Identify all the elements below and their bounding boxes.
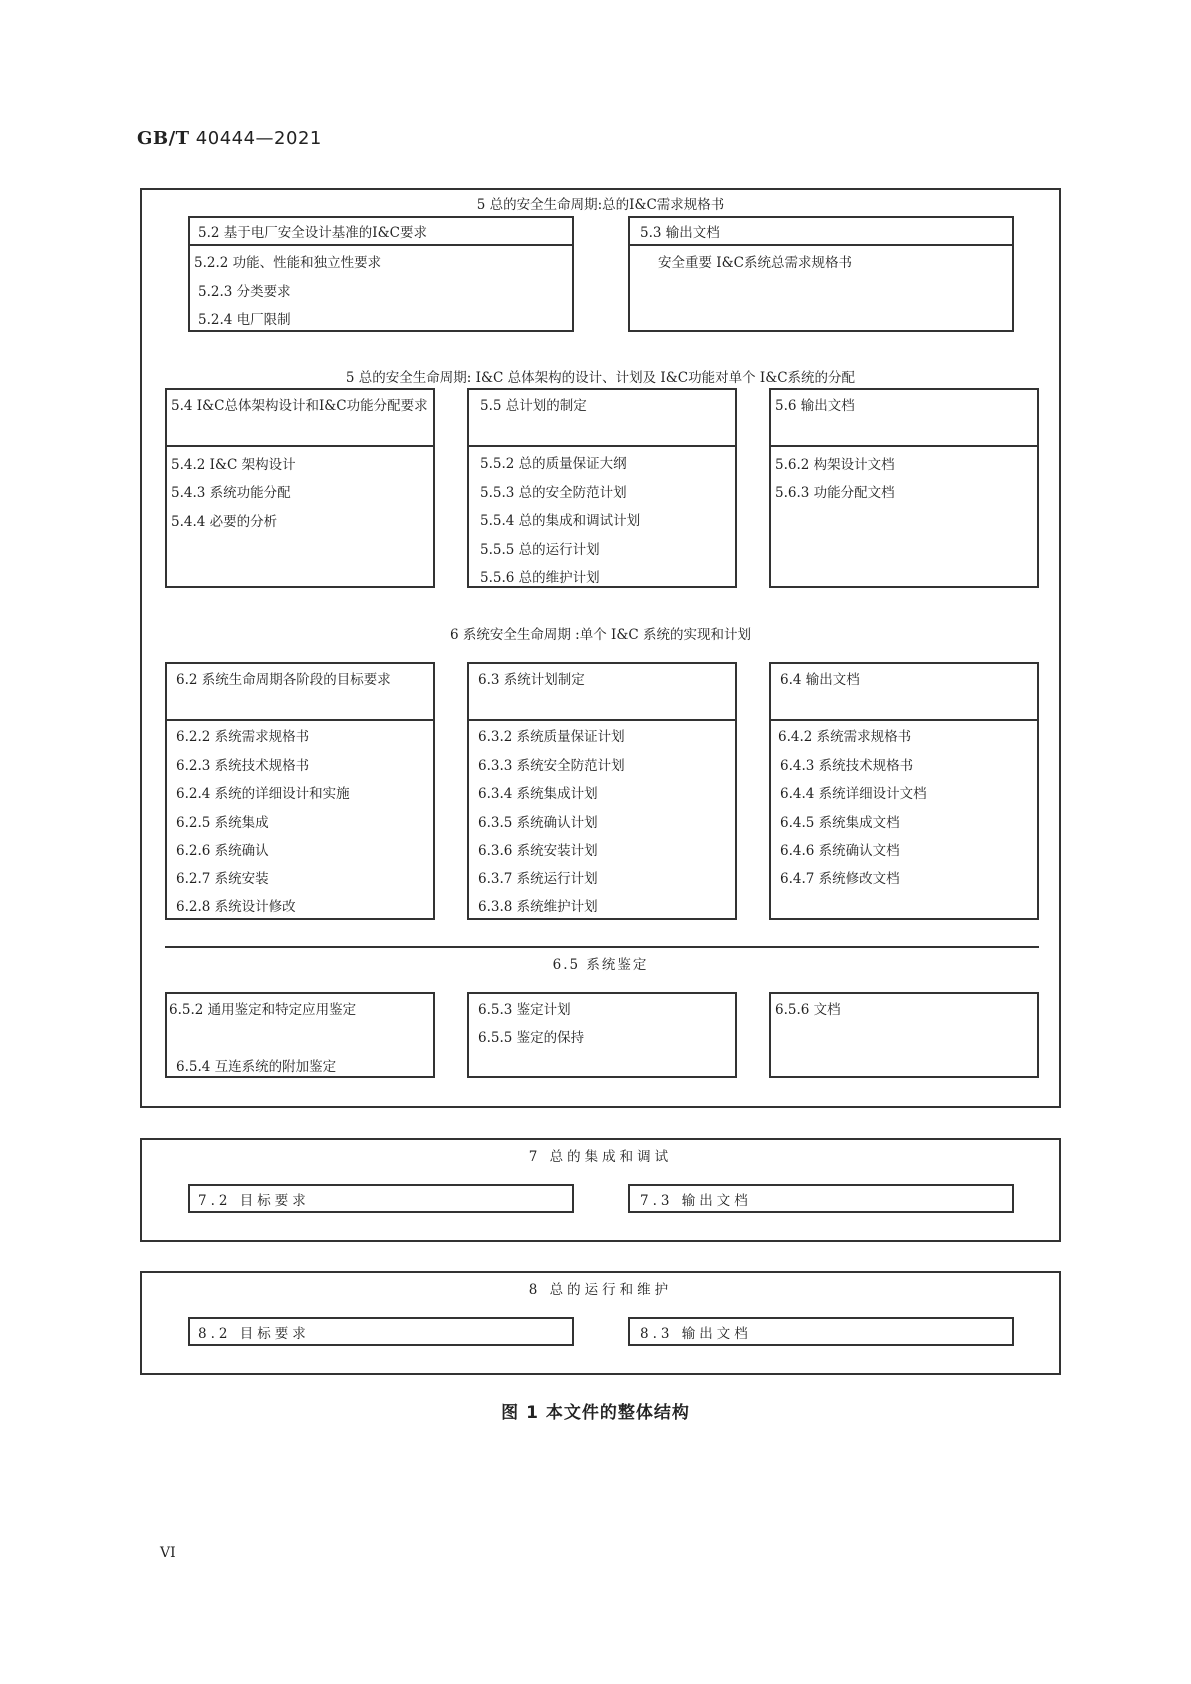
sec5b-box2-item: 5.5.2 总的质量保证大纲 <box>480 456 627 472</box>
sec7-title: 7 总的集成和调试 <box>528 1149 673 1165</box>
sec6-box2-item: 6.3.2 系统质量保证计划 <box>478 729 625 745</box>
sec65-divider <box>165 946 1039 948</box>
sec6-box2-item: 6.3.6 系统安装计划 <box>478 843 598 859</box>
sec7-box1-label: 7.2 目标要求 <box>198 1193 310 1209</box>
sec65-box2-item: 6.5.5 鉴定的保持 <box>478 1030 585 1046</box>
sec5b-box2-item: 5.5.4 总的集成和调试计划 <box>480 513 641 529</box>
sec8-box2-label: 8.3 输出文档 <box>640 1326 752 1342</box>
sec6-box1-item: 6.2.8 系统设计修改 <box>176 899 296 915</box>
sec5b-box1-head: 5.4 I&C总体架构设计和I&C功能分配要求 <box>171 398 428 414</box>
sec6-box2-item: 6.3.8 系统维护计划 <box>478 899 598 915</box>
sec7-short-line <box>155 1240 405 1241</box>
sec6-box1-item: 6.2.7 系统安装 <box>176 871 269 887</box>
sec5a-box1-item: 5.2.4 电厂限制 <box>198 312 291 328</box>
sec5b-box2-item: 5.5.5 总的运行计划 <box>480 542 600 558</box>
sec6-box2-item: 6.3.4 系统集成计划 <box>478 786 598 802</box>
sec5a-box2-head: 5.3 输出文档 <box>640 225 720 241</box>
sec6-box1-head: 6.2 系统生命周期各阶段的目标要求 <box>176 672 391 688</box>
sec65-box1-item: 6.5.4 互连系统的附加鉴定 <box>176 1059 337 1075</box>
sec5b-box3-item: 5.6.3 功能分配文档 <box>775 485 895 501</box>
sec6-title: 6 系统安全生命周期 :单个 I&C 系统的实现和计划 <box>450 627 751 643</box>
sec5b-box2-head: 5.5 总计划的制定 <box>480 398 587 414</box>
sec6-box1-item: 6.2.3 系统技术规格书 <box>176 758 310 774</box>
sec6-box3-item: 6.4.6 系统确认文档 <box>780 843 900 859</box>
sec6-box3-item: 6.4.4 系统详细设计文档 <box>780 786 927 802</box>
sec6-box2-item: 6.3.7 系统运行计划 <box>478 871 598 887</box>
page-number: VI <box>160 1545 176 1561</box>
sec5b-box3-head: 5.6 输出文档 <box>775 398 855 414</box>
sec5b-box1-item: 5.4.3 系统功能分配 <box>171 485 291 501</box>
sec7-box2-label: 7.3 输出文档 <box>640 1193 752 1209</box>
standard-number: GB/T 40444—2021 <box>137 128 322 149</box>
sec6-box3-item: 6.4.5 系统集成文档 <box>780 815 900 831</box>
sec6-box1-item: 6.2.2 系统需求规格书 <box>176 729 310 745</box>
sec6-box2-head: 6.3 系统计划制定 <box>478 672 585 688</box>
sec5a-box2-item: 安全重要 I&C系统总需求规格书 <box>658 255 852 271</box>
sec6-box3-item: 6.4.7 系统修改文档 <box>780 871 900 887</box>
sec6-box1-item: 6.2.4 系统的详细设计和实施 <box>176 786 350 802</box>
sec5a-box1-head: 5.2 基于电厂安全设计基准的I&C要求 <box>198 225 427 241</box>
sec65-title: 6.5 系统鉴定 <box>552 957 649 973</box>
sec6-box3-item: 6.4.3 系统技术规格书 <box>780 758 914 774</box>
sec65-box1-item: 6.5.2 通用鉴定和特定应用鉴定 <box>169 1002 357 1018</box>
sec5a-title: 5 总的安全生命周期:总的I&C需求规格书 <box>476 197 725 213</box>
sec6-box1-item: 6.2.6 系统确认 <box>176 843 269 859</box>
sec5b-box2-item: 5.5.3 总的安全防范计划 <box>480 485 627 501</box>
figure-caption: 图 1 本文件的整体结构 <box>501 1403 690 1423</box>
sec5b-box1-item: 5.4.2 I&C 架构设计 <box>171 457 296 473</box>
sec5a-box1-item: 5.2.2 功能、性能和独立性要求 <box>194 255 382 271</box>
sec5a-box1-item: 5.2.3 分类要求 <box>198 284 291 300</box>
sec5b-box2-item: 5.5.6 总的维护计划 <box>480 570 600 586</box>
sec6-box2-item: 6.3.3 系统安全防范计划 <box>478 758 625 774</box>
sec6-box2-item: 6.3.5 系统确认计划 <box>478 815 598 831</box>
sec5b-box1-item: 5.4.4 必要的分析 <box>171 514 278 530</box>
sec6-box1-item: 6.2.5 系统集成 <box>176 815 269 831</box>
sec65-box3-item: 6.5.6 文档 <box>775 1002 841 1018</box>
sec6-box3-item: 6.4.2 系统需求规格书 <box>778 729 912 745</box>
sec6-box3-head: 6.4 输出文档 <box>780 672 860 688</box>
sec8-title: 8 总的运行和维护 <box>528 1282 673 1298</box>
sec65-box2-item: 6.5.3 鉴定计划 <box>478 1002 571 1018</box>
sec8-box1-label: 8.2 目标要求 <box>198 1326 310 1342</box>
sec5b-box3-item: 5.6.2 构架设计文档 <box>775 457 895 473</box>
sec5b-title: 5 总的安全生命周期: I&C 总体架构的设计、计划及 I&C功能对单个 I&C系统的分配 <box>345 370 856 386</box>
